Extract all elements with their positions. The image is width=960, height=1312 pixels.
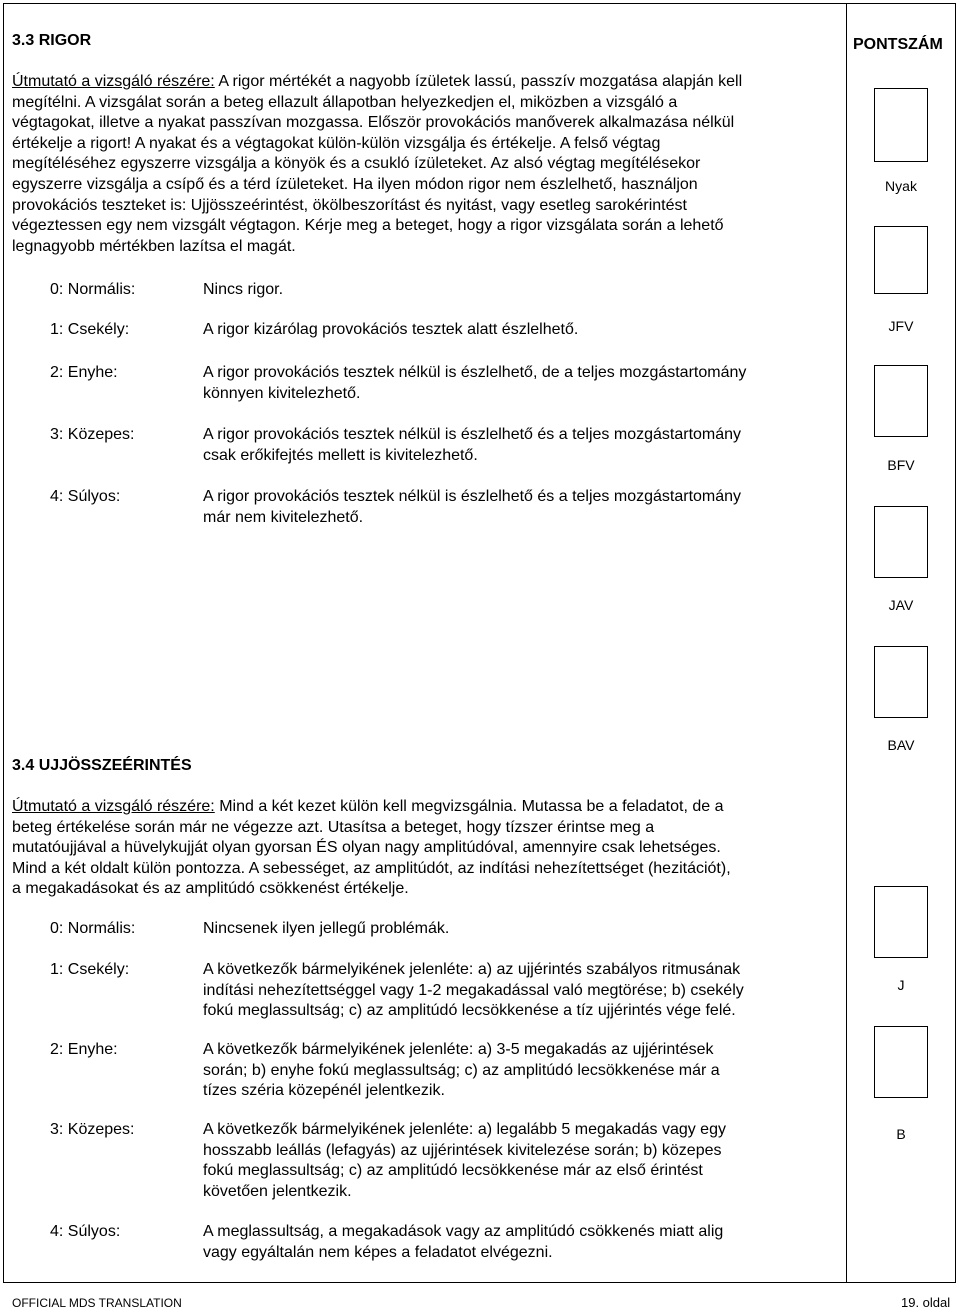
instructions-rigor: Útmutató a vizsgáló részére: A rigor mértékét a nagyobb ízületek lassú, passzív mozgatása alapján kell megítélni. A vizsgálat során a beteg ellazult állapotban helyezkedjen el, miközben a vizsgáló a végtagokat, illetve a nyakat passzívan mozgassa. Először provokációs manőverek alkalmazása nélkül értékelje a rigort! A nyakat és a végtagokat külön-külön vizsgálja és értékelje. A felső végtag megítéléséhez egyszerre vizsgálja a könyök és a csukló ízületeket. Az alsó végtag megítélésekor egyszerre vizsgálja a csípő és a térd ízületeket. Ha ilyen módon rigor nem észlelhető, használjon provokációs teszteket is: Ujjösszeérintést, ökölbeszorítást és nyitást, vagy esetleg sarokérintést végeztessen egy nem vizsgált végtagon. Kérje meg a beteget, hogy a rigor vizsgálata során a lehető legnagyobb mértékben lazítsa el magát. [12,73,743,255]
scale-label: 0: Normális: [50,281,136,298]
scale-label: 1: Csekély: [50,321,130,338]
scale-desc: Nincsenek ilyen jellegű problémák. [203,920,450,937]
score-box-right-upper-limb[interactable] [874,226,928,294]
score-column-title: PONTSZÁM [853,36,943,53]
score-label-left-hand: B [896,1126,906,1142]
score-label-right-lower-limb: JAV [888,597,914,613]
scale-desc: A rigor provokációs tesztek nélkül is észlelhető és a teljes mozgástartomány már nem kivitelezhető. [203,488,742,526]
score-label-left-upper-limb: BFV [887,457,915,473]
score-label-left-lower-limb: BAV [887,737,915,753]
scale-label: 4: Súlyos: [50,1223,121,1240]
scale-desc: A rigor provokációs tesztek nélkül is észlelhető, de a teljes mozgástartomány könnyen kivitelezhető. [203,364,747,402]
scale-label: 0: Normális: [50,920,136,937]
score-column-divider [846,3,847,1283]
score-box-right-hand[interactable] [874,886,928,958]
section-title-rigor: 3.3 RIGOR [12,32,92,49]
scale-desc: Nincs rigor. [203,281,284,298]
scale-label: 2: Enyhe: [50,1041,118,1058]
score-box-neck[interactable] [874,88,928,162]
scale-desc: A meglassultság, a megakadások vagy az amplitúdó csökkenés miatt alig vagy egyáltalán nem képes a feladatot elvégezni. [203,1223,724,1261]
score-box-right-lower-limb[interactable] [874,506,928,578]
score-label-right-upper-limb: JFV [888,318,914,334]
scale-label: 3: Közepes: [50,426,135,443]
score-label-right-hand: J [897,977,905,993]
scale-label: 3: Közepes: [50,1121,135,1138]
score-label-neck: Nyak [885,178,917,194]
scale-desc: A következők bármelyikének jelenléte: a) 3-5 megakadás az ujjérintések során; b) enyhe fokú meglassultság; c) az amplitúdó lecsökkenése már a tízes széria közepénél jelentkezik. [203,1041,720,1100]
scale-desc: A rigor provokációs tesztek nélkül is észlelhető és a teljes mozgástartomány csak erőkifejtés mellett is kivitelezhető. [203,426,742,464]
score-box-left-upper-limb[interactable] [874,365,928,437]
scale-label: 2: Enyhe: [50,364,118,381]
instructions-label: Útmutató a vizsgáló részére: [12,798,215,815]
section-title-finger-tapping: 3.4 UJJÖSSZEÉRINTÉS [12,757,192,774]
footer-text: OFFICIAL MDS TRANSLATION [12,1296,182,1310]
scale-label: 1: Csekély: [50,961,130,978]
scale-desc: A rigor kizárólag provokációs tesztek alatt észlelhető. [203,321,579,338]
scale-desc: A következők bármelyikének jelenléte: a) legalább 5 megakadás vagy egy hosszabb leállás (lefagyás) az ujjérintések kivitelezése során; b) közepes fokú meglassultság; c) az amplitúdó lecsökkenése már az első érintést követően jelentkezik. [203,1121,726,1200]
score-box-left-hand[interactable] [874,1026,928,1098]
scale-desc: A következők bármelyikének jelenléte: a) az ujjérintés szabályos ritmusának indítási nehezítettséggel vagy 1-2 megakadással való megtörése; b) csekély fokú meglassultság; c) az amplitúdó lecsökkenése a tíz ujjérintés vége felé. [203,961,744,1020]
instructions-finger-tapping: Útmutató a vizsgáló részére: Mind a két kezet külön kell megvizsgálnia. Mutassa be a feladatot, de a beteg értékelése során már ne végezze azt. Utasítsa a beteget, hogy tízszer érintse meg a mutatóujjával a hüvelykujját olyan gyorsan ÉS olyan nagy amplitúdóval, amennyire csak lehetséges. Mind a két oldalt külön pontozza. A sebességet, az amplitúdót, az indítási nehezítettséget (hezitációt), a megakadásokat és az amplitúdó csökkenést értékelje. [12,798,731,898]
instructions-label: Útmutató a vizsgáló részére: [12,73,215,90]
page-number: 19. oldal [901,1295,951,1310]
scale-label: 4: Súlyos: [50,488,121,505]
score-box-left-lower-limb[interactable] [874,646,928,718]
